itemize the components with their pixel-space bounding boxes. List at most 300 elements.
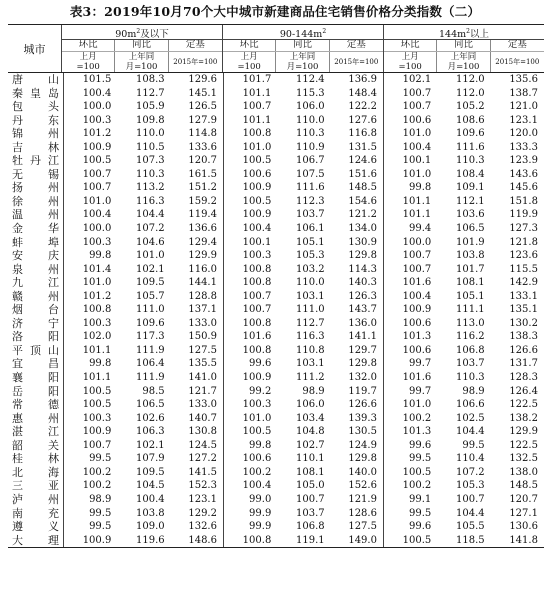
index-value: 100.9: [242, 372, 272, 384]
index-value: 119.4: [171, 208, 224, 222]
index-value: 133.3: [509, 141, 538, 153]
index-value: 115.3: [296, 87, 325, 99]
index-value: 133.1: [509, 290, 538, 302]
index-value: 127.3: [509, 223, 538, 235]
sub-header-base-label: 2015年=100: [495, 58, 540, 66]
index-value: 100.0: [402, 236, 432, 248]
sub-header-base-label: 上月 =100: [223, 52, 276, 72]
index-value: 161.5: [171, 168, 224, 182]
index-value: 106.5: [455, 223, 485, 235]
index-value: 100.0: [82, 101, 112, 113]
sub-header-label: 定基: [185, 40, 205, 50]
index-value: 109.6: [455, 128, 485, 140]
index-value: 100.0: [82, 223, 112, 235]
index-value: 101.3: [402, 331, 432, 343]
index-value: 100.6: [402, 317, 432, 329]
index-value: 130.8: [171, 425, 224, 439]
sub-header-base-label: 2015年=100: [334, 58, 379, 66]
city-name: 金华: [8, 222, 64, 236]
city-name: 南充: [8, 507, 64, 521]
table-row: [8, 222, 544, 236]
table-row: [8, 452, 544, 466]
index-value: 111.9: [136, 372, 165, 384]
index-value: 106.8: [455, 344, 485, 356]
group-header: [223, 25, 384, 72]
index-value: 101.1: [402, 195, 432, 207]
index-value: 126.5: [171, 100, 224, 114]
group-title: [223, 25, 383, 40]
table-row: [8, 371, 544, 385]
index-value: 130.2: [509, 317, 538, 329]
city-name: 济宁: [8, 317, 64, 331]
index-value: 99.5: [89, 453, 112, 465]
city-name: 吉林: [8, 141, 64, 155]
index-value: 99.8: [89, 358, 112, 370]
table-row: [8, 479, 544, 493]
index-value: 117.3: [136, 331, 165, 343]
index-value: 100.5: [402, 466, 432, 478]
index-value: 101.9: [455, 236, 485, 248]
index-value: 101.1: [402, 209, 432, 221]
table-row: [8, 398, 544, 412]
index-value: 119.7: [331, 385, 384, 399]
index-value: 101.6: [402, 372, 432, 384]
index-value: 140.0: [331, 466, 384, 480]
index-value: 100.6: [402, 344, 432, 356]
index-value: 121.7: [171, 385, 224, 399]
index-value: 100.1: [242, 236, 272, 248]
index-value: 110.0: [296, 277, 325, 289]
index-value: 144.1: [171, 276, 224, 290]
index-value: 100.5: [242, 195, 272, 207]
city-name: 九江: [8, 276, 64, 290]
index-value: 109.5: [136, 466, 165, 478]
index-value: 100.3: [82, 412, 112, 424]
index-value: 99.5: [89, 507, 112, 519]
index-value: 100.7: [402, 250, 432, 262]
city-name: 湛江: [8, 425, 64, 439]
index-value: 105.3: [296, 250, 325, 262]
index-value: 129.9: [509, 426, 538, 438]
city-column-header: 城市: [8, 25, 62, 72]
index-value: 106.0: [296, 399, 325, 411]
table-row: [8, 73, 544, 87]
table-title: 表3：2019年10月70个大中城市新建商品住宅销售价格分类指数（二）: [69, 4, 481, 19]
index-value: 100.7: [402, 101, 432, 113]
index-value: 127.5: [171, 344, 224, 358]
city-name: 宜昌: [8, 357, 64, 371]
index-value: 126.4: [509, 385, 538, 397]
index-value: 141.0: [171, 371, 224, 385]
index-value: 103.4: [296, 412, 325, 424]
index-value: 128.8: [171, 290, 224, 304]
index-value: 131.7: [509, 358, 538, 370]
index-value: 141.1: [331, 330, 384, 344]
index-value: 100.9: [242, 182, 272, 194]
table-row: [8, 317, 544, 331]
index-value: 101.6: [242, 331, 272, 343]
index-value: 131.5: [331, 141, 384, 155]
table-row: [8, 493, 544, 507]
table-row: [8, 208, 544, 222]
index-value: 110.9: [296, 141, 325, 153]
index-value: 99.7: [409, 385, 432, 397]
index-value: 132.5: [509, 453, 538, 465]
city-name: 韶关: [8, 439, 64, 453]
index-value: 100.2: [242, 466, 272, 478]
index-value: 101.0: [82, 195, 112, 207]
index-value: 123.6: [509, 250, 538, 262]
index-value: 109.5: [136, 277, 165, 289]
index-value: 100.5: [82, 399, 112, 411]
index-value: 116.0: [171, 263, 224, 277]
city-name: 徐州: [8, 195, 64, 209]
index-value: 100.4: [136, 493, 165, 505]
index-value: 103.7: [455, 358, 485, 370]
index-value: 98.9: [302, 385, 325, 397]
sub-header-base: [384, 52, 544, 72]
city-name: 扬州: [8, 181, 64, 195]
sub-header-base-label: 2015年=100: [173, 58, 218, 66]
index-value: 129.8: [331, 249, 384, 263]
index-value: 127.2: [171, 452, 224, 466]
index-value: 145.6: [509, 182, 538, 194]
index-value: 100.8: [242, 344, 272, 356]
index-value: 100.2: [402, 412, 432, 424]
index-value: 100.9: [82, 141, 112, 153]
table-row: [8, 276, 544, 290]
index-value: 106.6: [455, 399, 485, 411]
index-value: 119.1: [296, 534, 325, 546]
index-value: 110.8: [296, 344, 325, 356]
index-value: 104.4: [455, 507, 485, 519]
index-value: 123.9: [509, 155, 538, 167]
index-value: 99.8: [409, 182, 432, 194]
index-value: 120.7: [509, 493, 538, 505]
index-value: 137.1: [171, 303, 224, 317]
index-value: 134.0: [331, 222, 384, 236]
index-value: 129.6: [171, 73, 224, 87]
city-name: 烟台: [8, 303, 64, 317]
table-row: [8, 303, 544, 317]
index-value: 118.5: [455, 534, 485, 546]
index-value: 101.0: [402, 399, 432, 411]
sub-header-label: 环比: [62, 40, 115, 51]
index-value: 122.5: [509, 399, 538, 411]
index-value: 100.3: [242, 250, 272, 262]
index-value: 100.4: [242, 480, 272, 492]
index-value: 101.0: [242, 412, 272, 424]
index-value: 141.5: [171, 466, 224, 480]
index-value: 152.6: [331, 479, 384, 493]
index-value: 103.8: [136, 507, 165, 519]
index-value: 103.7: [296, 507, 325, 519]
index-value: 110.3: [455, 372, 485, 384]
group-header: [384, 25, 544, 72]
index-value: 116.8: [331, 127, 384, 141]
index-value: 99.5: [409, 507, 432, 519]
group-title: [62, 25, 222, 40]
index-value: 99.6: [249, 358, 272, 370]
index-value: 100.4: [82, 87, 112, 99]
index-value: 100.8: [82, 304, 112, 316]
table-row: [8, 412, 544, 426]
index-value: 100.1: [402, 155, 432, 167]
index-value: 100.2: [82, 466, 112, 478]
index-value: 119.6: [136, 534, 165, 546]
index-value: 111.0: [136, 304, 165, 316]
index-value: 107.2: [136, 223, 165, 235]
index-value: 105.2: [455, 101, 485, 113]
index-value: 150.9: [171, 330, 224, 344]
index-value: 99.5: [409, 453, 432, 465]
index-value: 138.3: [509, 331, 538, 343]
group-title-text: 90-144m: [279, 29, 323, 40]
index-value: 110.1: [296, 453, 325, 465]
table-row: [8, 344, 544, 358]
index-value: 120.0: [509, 128, 538, 140]
index-value: 98.9: [89, 493, 112, 505]
index-value: 100.9: [242, 209, 272, 221]
index-value: 100.3: [242, 399, 272, 411]
sub-header-base-label: 上年同 月=100: [437, 52, 490, 72]
index-value: 99.5: [89, 521, 112, 533]
index-value: 108.6: [455, 114, 485, 126]
index-value: 105.3: [455, 480, 485, 492]
city-name: 唐山: [8, 73, 64, 87]
city-name: 无锡: [8, 168, 64, 182]
index-value: 110.3: [136, 168, 165, 180]
index-value: 100.7: [242, 290, 272, 302]
index-value: 100.2: [402, 480, 432, 492]
index-value: 101.7: [242, 74, 272, 85]
city-name: 安庆: [8, 249, 64, 263]
index-value: 112.1: [455, 195, 485, 207]
index-value: 100.8: [242, 534, 272, 546]
index-value: 135.6: [509, 74, 538, 85]
index-value: 104.4: [136, 209, 165, 221]
table-row: [8, 520, 544, 534]
city-name: 包头: [8, 100, 64, 114]
index-value: 99.8: [89, 250, 112, 262]
index-value: 100.7: [242, 101, 272, 113]
index-value: 108.3: [136, 74, 165, 85]
index-value: 139.3: [331, 412, 384, 426]
index-value: 111.9: [136, 344, 165, 356]
city-name: 桂林: [8, 452, 64, 466]
index-value: 124.9: [331, 439, 384, 453]
table-row: [8, 154, 544, 168]
index-value: 159.2: [171, 195, 224, 209]
index-value: 100.6: [242, 168, 272, 180]
index-value: 102.6: [136, 412, 165, 424]
group-title-suffix: 及以下: [140, 29, 169, 40]
index-value: 126.6: [509, 344, 538, 356]
index-value: 148.6: [171, 534, 224, 548]
index-value: 100.5: [402, 534, 432, 546]
index-value: 129.8: [331, 452, 384, 466]
table-row: [8, 168, 544, 182]
index-value: 124.6: [331, 154, 384, 168]
index-value: 102.1: [136, 439, 165, 451]
index-value: 112.7: [296, 317, 325, 329]
table-row: [8, 330, 544, 344]
index-value: 111.0: [296, 304, 325, 316]
table-row: [8, 141, 544, 155]
index-value: 100.8: [242, 277, 272, 289]
index-value: 140.7: [171, 412, 224, 426]
index-value: 135.1: [509, 304, 538, 316]
index-value: 100.3: [82, 236, 112, 248]
index-value: 106.4: [136, 358, 165, 370]
table-header: [8, 24, 544, 73]
index-value: 128.3: [509, 372, 538, 384]
index-value: 102.0: [82, 331, 112, 343]
index-value: 143.7: [331, 303, 384, 317]
index-value: 110.0: [296, 114, 325, 126]
index-value: 99.4: [409, 223, 432, 235]
index-value: 98.9: [462, 385, 485, 397]
index-value: 100.7: [402, 263, 432, 275]
city-name: 锦州: [8, 127, 64, 141]
index-value: 99.2: [249, 385, 272, 397]
index-value: 108.1: [455, 277, 485, 289]
index-value: 100.9: [402, 304, 432, 316]
index-value: 98.5: [142, 385, 165, 397]
table-row: [8, 507, 544, 521]
index-value: 133.0: [171, 317, 224, 331]
sub-header-base: [223, 52, 383, 72]
index-value: 101.7: [455, 263, 485, 275]
index-value: 100.5: [82, 155, 112, 167]
city-name: 牡丹江: [8, 154, 64, 168]
index-value: 101.0: [136, 250, 165, 262]
city-name: 秦皇岛: [8, 87, 64, 101]
index-value: 99.7: [409, 358, 432, 370]
index-value: 99.0: [249, 493, 272, 505]
city-name: 惠州: [8, 412, 64, 426]
index-value: 100.6: [242, 453, 272, 465]
index-value: 103.8: [455, 250, 485, 262]
index-value: 133.6: [171, 141, 224, 155]
index-value: 126.3: [331, 290, 384, 304]
index-value: 111.1: [455, 304, 485, 316]
index-value: 138.7: [509, 87, 538, 99]
index-value: 148.5: [509, 480, 538, 492]
index-value: 129.9: [171, 249, 224, 263]
table-row: [8, 87, 544, 101]
index-value: 101.3: [402, 426, 432, 438]
index-value: 100.6: [402, 114, 432, 126]
city-name: 赣州: [8, 290, 64, 304]
index-value: 111.6: [296, 182, 325, 194]
group-title-suffix: 以上: [469, 29, 489, 40]
index-value: 111.2: [296, 372, 325, 384]
table-row: [8, 425, 544, 439]
index-value: 100.5: [242, 155, 272, 167]
index-value: 133.0: [171, 398, 224, 412]
index-value: 106.3: [136, 426, 165, 438]
index-value: 136.0: [331, 317, 384, 331]
index-value: 112.7: [136, 87, 165, 99]
index-value: 106.8: [296, 521, 325, 533]
index-value: 107.3: [136, 155, 165, 167]
table-row: [8, 181, 544, 195]
group-title-sup: 2: [466, 28, 470, 35]
index-value: 100.7: [296, 493, 325, 505]
index-value: 101.5: [82, 74, 112, 85]
index-value: 102.5: [455, 412, 485, 424]
index-value: 100.4: [82, 209, 112, 221]
index-value: 110.5: [136, 141, 165, 153]
index-value: 101.1: [242, 114, 272, 126]
index-value: 105.1: [296, 236, 325, 248]
index-value: 100.7: [82, 168, 112, 180]
index-value: 102.1: [402, 74, 432, 85]
index-value: 135.5: [171, 357, 224, 371]
index-value: 140.3: [331, 276, 384, 290]
group-title-text: 90m: [115, 29, 137, 40]
index-value: 145.1: [171, 87, 224, 101]
table-row: [8, 236, 544, 250]
index-value: 100.9: [82, 426, 112, 438]
index-value: 113.0: [455, 317, 485, 329]
index-value: 143.6: [509, 168, 538, 180]
index-value: 127.5: [331, 520, 384, 534]
index-value: 112.0: [455, 74, 485, 85]
index-value: 128.6: [331, 507, 384, 521]
index-value: 129.4: [171, 236, 224, 250]
index-value: 103.1: [296, 358, 325, 370]
index-value: 108.4: [455, 168, 485, 180]
table-row: [8, 114, 544, 128]
table-row: [8, 534, 544, 548]
index-value: 136.6: [171, 222, 224, 236]
index-value: 130.6: [509, 521, 538, 533]
index-value: 99.5: [462, 439, 485, 451]
index-value: 142.9: [509, 277, 538, 289]
index-value: 100.7: [82, 182, 112, 194]
index-value: 129.2: [171, 507, 224, 521]
index-value: 100.9: [82, 534, 112, 546]
city-name: 常德: [8, 398, 64, 412]
index-value: 138.0: [509, 466, 538, 478]
index-value: 101.0: [402, 168, 432, 180]
sub-header-top: [62, 40, 222, 52]
index-value: 109.1: [455, 182, 485, 194]
index-value: 120.7: [171, 154, 224, 168]
index-value: 123.1: [509, 114, 538, 126]
index-value: 152.3: [171, 479, 224, 493]
sub-header-label: 定基: [346, 40, 366, 50]
index-value: 106.7: [296, 155, 325, 167]
table-row: [8, 290, 544, 304]
table-row: [8, 127, 544, 141]
index-value: 111.6: [455, 141, 485, 153]
city-name: 平顶山: [8, 344, 64, 358]
index-value: 109.6: [136, 317, 165, 329]
index-value: 151.8: [509, 195, 538, 207]
sub-header-label: 同比: [276, 40, 329, 51]
table-row: [8, 357, 544, 371]
index-value: 101.2: [82, 290, 112, 302]
city-name: 遵义: [8, 520, 64, 534]
table-row: [8, 439, 544, 453]
index-value: 121.8: [509, 236, 538, 248]
index-value: 99.9: [249, 521, 272, 533]
index-value: 100.5: [82, 385, 112, 397]
group-title-sup: 2: [322, 28, 327, 35]
